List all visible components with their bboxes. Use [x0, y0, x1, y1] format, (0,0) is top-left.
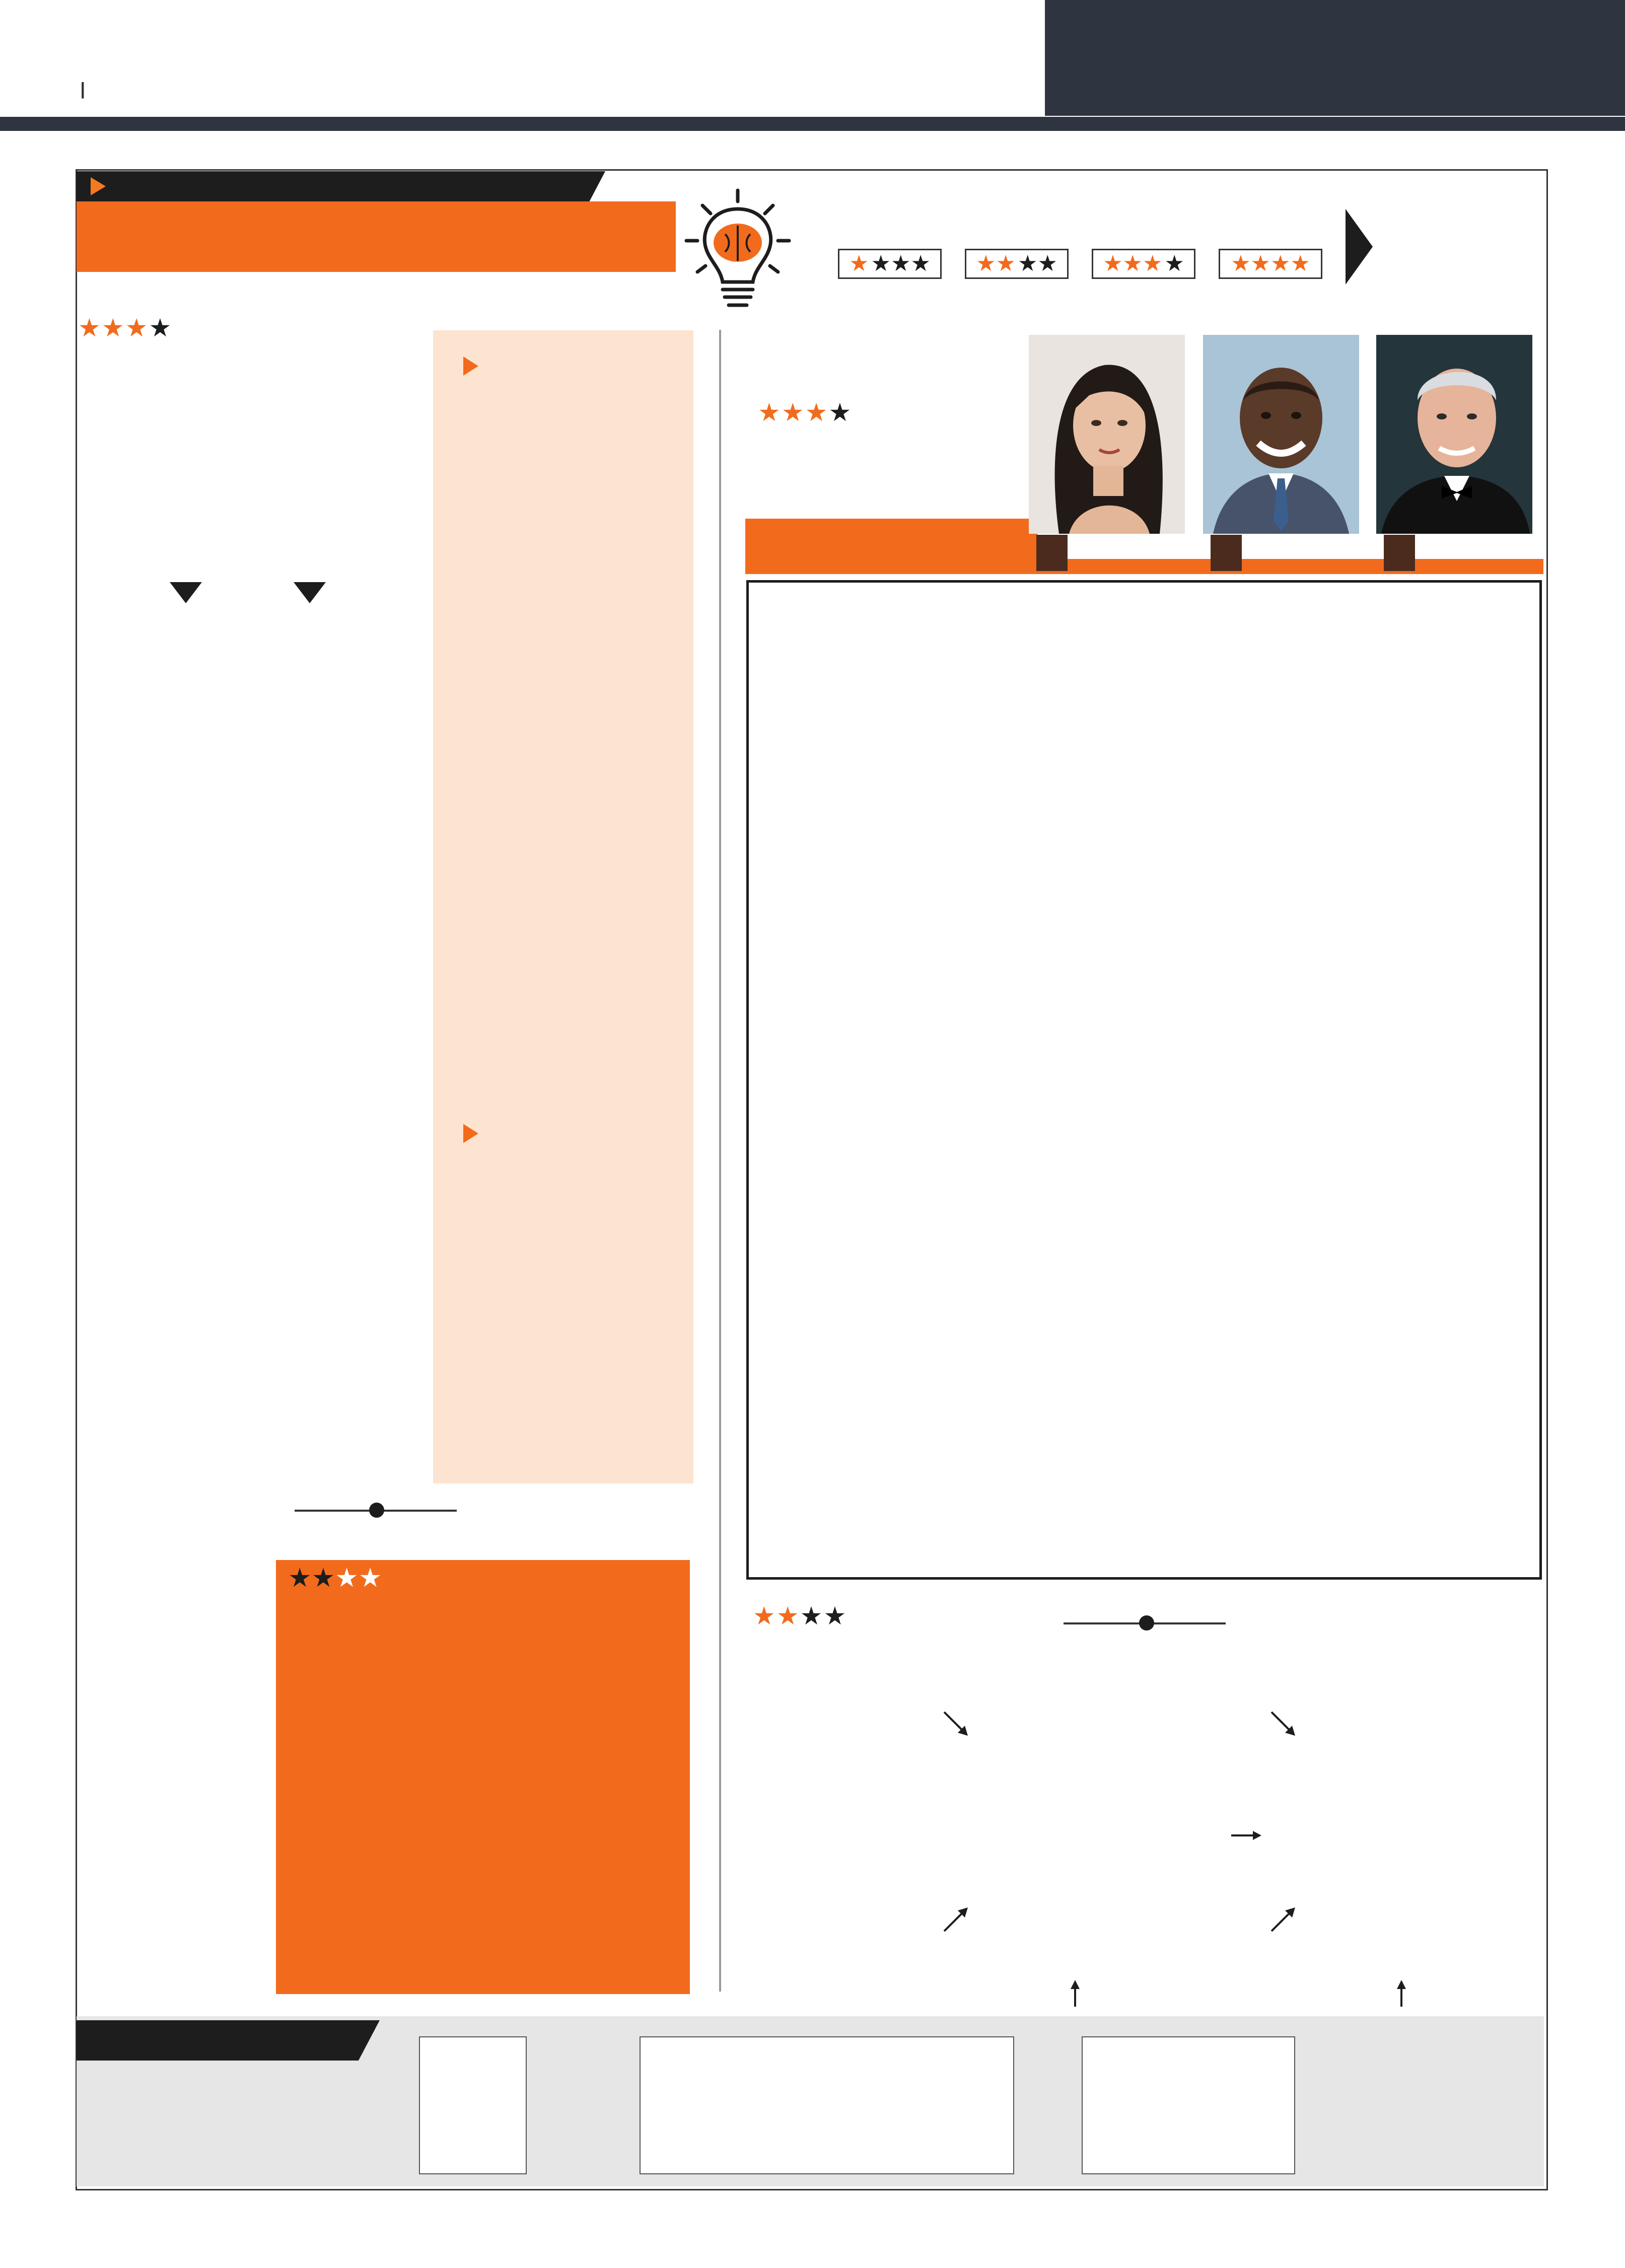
star-icon: ★★★ [871, 251, 931, 276]
sudoku-stars: ★★★★ [288, 1564, 382, 1593]
autodefinido-title-bar [745, 519, 1037, 574]
play-icon [463, 1124, 478, 1143]
flower-1 [937, 1657, 1178, 1898]
divider-dot [1139, 1615, 1154, 1631]
solution-auto-text [1083, 2037, 1087, 2041]
star-icon: ★ [849, 251, 869, 276]
photo-1 [1029, 335, 1185, 534]
star-icon: ★★★ [1103, 251, 1163, 276]
logo-bar [77, 201, 676, 272]
photo-bar [1027, 559, 1543, 574]
arrow-icon [1068, 1979, 1083, 2009]
star-icon: ★★★★ [1231, 251, 1310, 276]
sudoku-frame [276, 1560, 690, 1994]
grilla-stars: ★★★★ [78, 314, 173, 342]
arrow-icon [942, 1903, 972, 1934]
arrow-icon [1269, 1903, 1299, 1934]
arrow-icon [1229, 1828, 1264, 1843]
play-icon [463, 357, 478, 376]
solution-grilla [640, 2036, 1014, 2174]
grilla-instructions [81, 403, 413, 425]
divider-dot [369, 1503, 384, 1518]
tagline-bar [77, 171, 605, 201]
solution-sudoku-text [420, 2037, 526, 2041]
solutions-header [77, 2020, 380, 2061]
star-icon: ★ [1164, 251, 1184, 276]
solution-auto [1082, 2036, 1295, 2174]
autodefinido-grid [746, 580, 1542, 1580]
photo-number-2 [1211, 535, 1242, 571]
difficulty-stars-4 [1219, 249, 1322, 279]
issue-date: | [70, 80, 100, 99]
solution-grilla-text [641, 2037, 645, 2041]
photo-number-3 [1384, 535, 1415, 571]
arrow-icon [942, 1710, 972, 1740]
arrow-down-icon [170, 582, 202, 603]
solution-sudoku [419, 2036, 527, 2174]
arrow-icon [1394, 1979, 1409, 2009]
photo-3 [1376, 335, 1532, 534]
difficulty-stars-1 [838, 249, 942, 279]
flores-stars: ★★★★ [753, 1602, 847, 1630]
photo-number-1 [1036, 535, 1068, 571]
flower-2 [1249, 1657, 1491, 1898]
header-bar [1045, 0, 1625, 116]
brain-bulb-icon [682, 186, 793, 317]
column-divider [719, 330, 721, 1992]
photo-2 [1203, 335, 1359, 534]
difficulty-stars-3 [1092, 249, 1195, 279]
header-strip [0, 117, 1625, 131]
arrow-icon [1269, 1710, 1299, 1740]
difficulty-stars-2 [965, 249, 1069, 279]
star-icon: ★★ [1018, 251, 1057, 276]
definitions-panel [433, 330, 693, 1483]
arrow-down-icon [294, 582, 326, 603]
play-icon [91, 177, 106, 195]
star-icon: ★★ [976, 251, 1016, 276]
autodefinido-stars: ★★★★ [758, 398, 853, 427]
edition-arrow-icon [1346, 209, 1373, 285]
